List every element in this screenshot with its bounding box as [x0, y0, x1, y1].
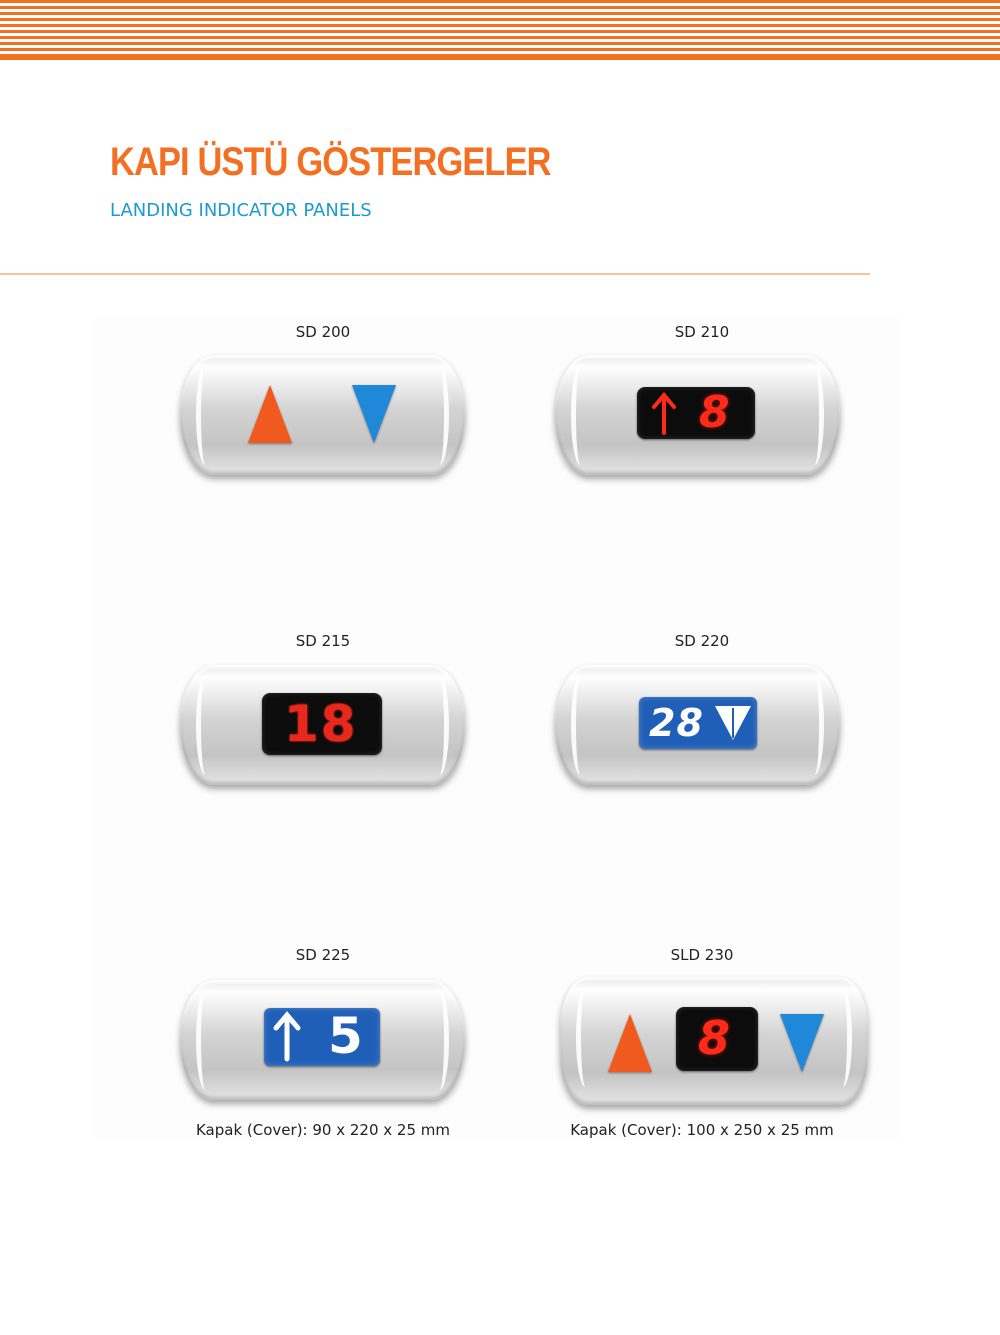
panel-label-sd215: SD 215 — [295, 632, 351, 650]
page-subtitle: LANDING INDICATOR PANELS — [110, 200, 372, 221]
panel-sld230 — [560, 977, 868, 1105]
floor-number: 18 — [284, 695, 358, 753]
panel-sd210 — [555, 355, 840, 475]
cover-dimensions-right: Kapak (Cover): 100 x 250 x 25 mm — [570, 1121, 834, 1139]
panel-label-sd225: SD 225 — [295, 946, 351, 964]
dot-matrix-screen — [262, 693, 382, 755]
panel-sd215 — [180, 665, 465, 785]
down-arrow-icon — [713, 702, 753, 744]
display-screen — [637, 387, 755, 439]
header-stripe-base — [0, 54, 1000, 60]
panel-label-sd200: SD 200 — [295, 323, 351, 341]
display-screen — [264, 1008, 380, 1066]
up-triangle-icon — [248, 385, 292, 443]
up-arrow-icon — [272, 1011, 302, 1063]
page-title: KAPI ÜSTÜ GÖSTERGELER — [110, 140, 551, 184]
panel-label-sd220: SD 220 — [674, 632, 730, 650]
panel-sd220 — [555, 665, 840, 785]
panel-sd225 — [180, 980, 465, 1100]
floor-number: 28 — [649, 701, 704, 745]
floor-number: 8 — [698, 1011, 731, 1065]
panel-sd200 — [180, 355, 465, 475]
up-arrow-icon — [649, 391, 679, 437]
cover-dimensions-left: Kapak (Cover): 90 x 220 x 25 mm — [195, 1121, 450, 1139]
down-triangle-icon — [780, 1014, 824, 1072]
floor-number: 8 — [699, 387, 730, 438]
up-triangle-icon — [608, 1014, 652, 1072]
floor-number: 5 — [328, 1007, 363, 1065]
display-screen — [676, 1007, 758, 1071]
down-triangle-icon — [352, 385, 396, 443]
title-divider — [0, 273, 870, 275]
panel-label-sd210: SD 210 — [674, 323, 730, 341]
header-stripes — [0, 0, 1000, 60]
display-screen — [639, 697, 757, 749]
panel-label-sld230: SLD 230 — [670, 946, 734, 964]
